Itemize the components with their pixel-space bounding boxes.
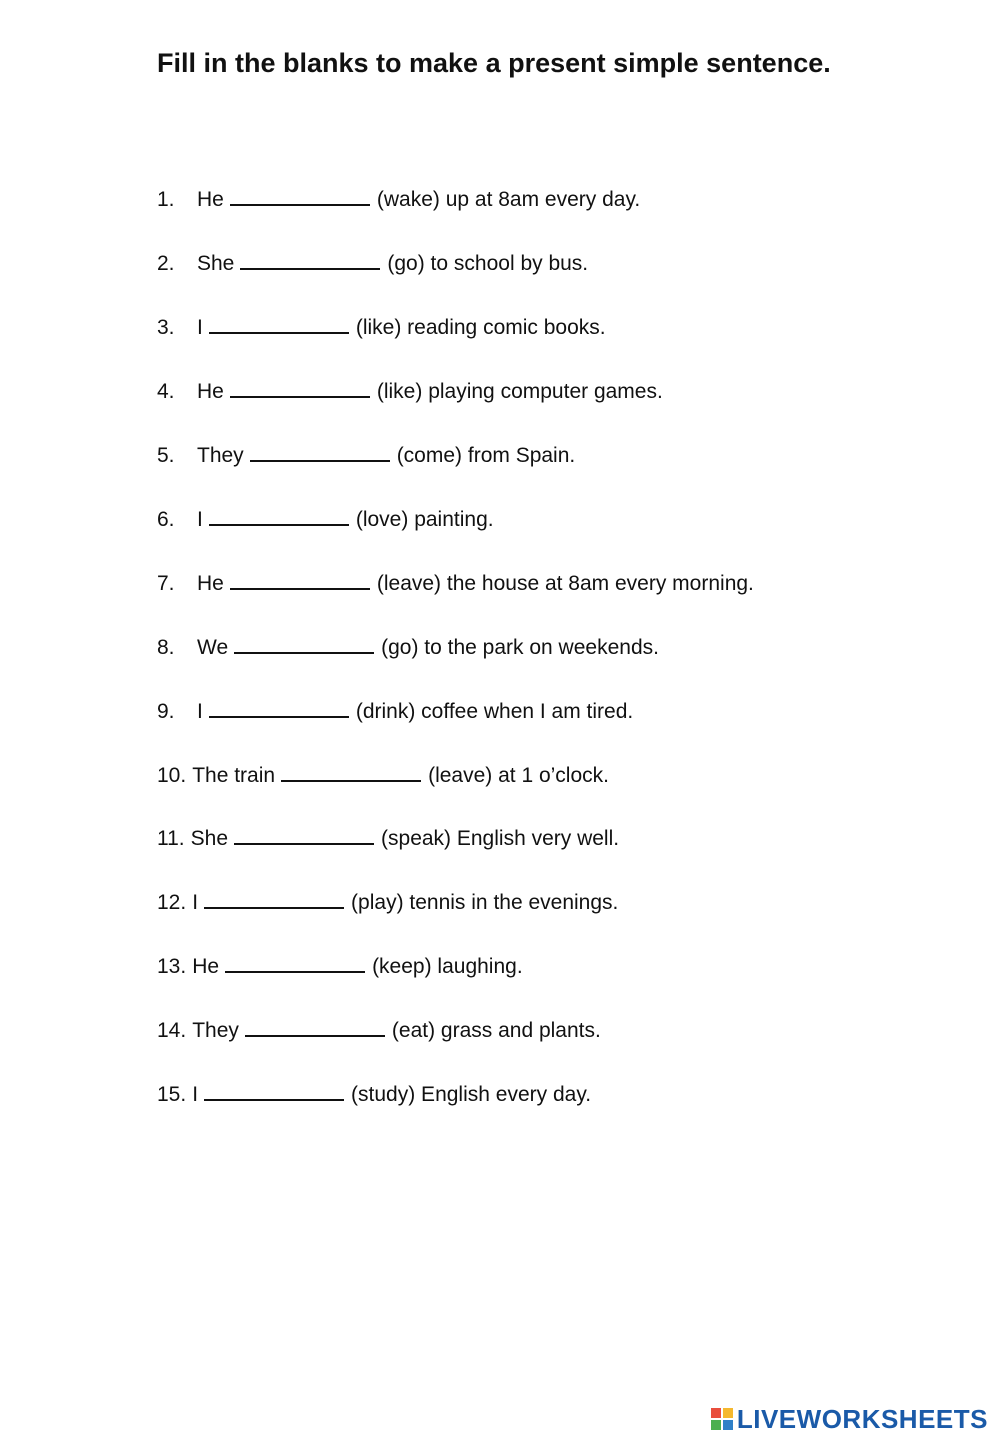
answer-blank[interactable] [245, 1015, 385, 1037]
question-item [157, 1078, 591, 1112]
question-text: (like) reading comic books. [355, 316, 606, 339]
question-number: 15. [157, 1083, 187, 1106]
answer-blank[interactable] [209, 504, 349, 526]
question-number: 14. [157, 1019, 187, 1042]
question-item [157, 567, 754, 601]
question-subject: He [197, 572, 224, 595]
answer-blank[interactable] [234, 632, 374, 654]
question-item [157, 695, 633, 729]
question-subject: I [197, 508, 203, 531]
question-text: (come) from Spain. [396, 444, 576, 467]
logo-mark-icon [711, 1408, 733, 1430]
liveworksheets-logo[interactable] [711, 1404, 988, 1434]
answer-blank[interactable] [250, 440, 390, 462]
question-text: (play) tennis in the evenings. [351, 891, 619, 914]
question-subject: He [197, 188, 224, 211]
question-text: (drink) coffee when I am tired. [355, 700, 634, 723]
question-subject: I [192, 1083, 199, 1106]
question-subject: The train [192, 764, 276, 787]
question-number: 2. [157, 252, 175, 275]
question-subject: She [197, 252, 235, 275]
question-number: 4. [157, 380, 175, 403]
question-text: (eat) grass and plants. [391, 1019, 601, 1042]
question-text: (love) painting. [355, 508, 494, 531]
question-number: 3. [157, 316, 175, 339]
answer-blank[interactable] [230, 568, 370, 590]
question-subject: I [197, 700, 203, 723]
question-number: 9. [157, 700, 175, 723]
question-text: (go) to school by bus. [387, 252, 589, 275]
question-text: (leave) at 1 o’clock. [428, 764, 609, 787]
question-number: 8. [157, 636, 175, 659]
question-subject: I [192, 891, 199, 914]
question-item [157, 822, 619, 856]
question-item [157, 503, 494, 537]
question-item [157, 1014, 601, 1048]
question-text: (like) playing computer games. [376, 380, 663, 403]
question-subject: She [190, 827, 229, 850]
question-text: (wake) up at 8am every day. [376, 188, 641, 211]
logo-text: LIVEWORKSHEETS [736, 1403, 988, 1434]
question-text: (leave) the house at 8am every morning. [376, 572, 754, 595]
answer-blank[interactable] [230, 376, 370, 398]
question-number: 6. [157, 508, 175, 531]
answer-blank[interactable] [230, 184, 370, 206]
question-number: 7. [157, 572, 175, 595]
question-number: 1. [157, 188, 175, 211]
question-item [157, 439, 575, 473]
question-subject: I [197, 316, 203, 339]
question-text: (go) to the park on weekends. [381, 636, 659, 659]
question-text: (speak) English very well. [381, 827, 620, 850]
question-item [157, 631, 659, 665]
question-item [157, 950, 523, 984]
question-text: (keep) laughing. [372, 955, 523, 978]
question-item [157, 759, 609, 793]
question-text: (study) English every day. [351, 1083, 592, 1106]
question-subject: They [192, 1019, 239, 1042]
question-subject: He [197, 380, 224, 403]
question-subject: He [192, 955, 220, 978]
answer-blank[interactable] [204, 887, 344, 909]
page-title: Fill in the blanks to make a present simple sentence. [157, 48, 831, 78]
answer-blank[interactable] [225, 951, 365, 973]
question-item [157, 375, 663, 409]
question-number: 5. [157, 444, 175, 467]
answer-blank[interactable] [204, 1079, 344, 1101]
question-item [157, 183, 640, 217]
question-item [157, 247, 588, 281]
answer-blank[interactable] [209, 312, 349, 334]
question-subject: We [197, 636, 229, 659]
answer-blank[interactable] [234, 823, 374, 845]
question-number: 13. [157, 955, 187, 978]
question-item [157, 311, 606, 345]
question-subject: They [197, 444, 244, 467]
question-number: 11. [157, 827, 185, 850]
question-number: 12. [157, 891, 187, 914]
answer-blank[interactable] [240, 248, 380, 270]
question-item [157, 886, 618, 920]
answer-blank[interactable] [209, 696, 349, 718]
answer-blank[interactable] [281, 760, 421, 782]
question-number: 10. [157, 764, 187, 787]
